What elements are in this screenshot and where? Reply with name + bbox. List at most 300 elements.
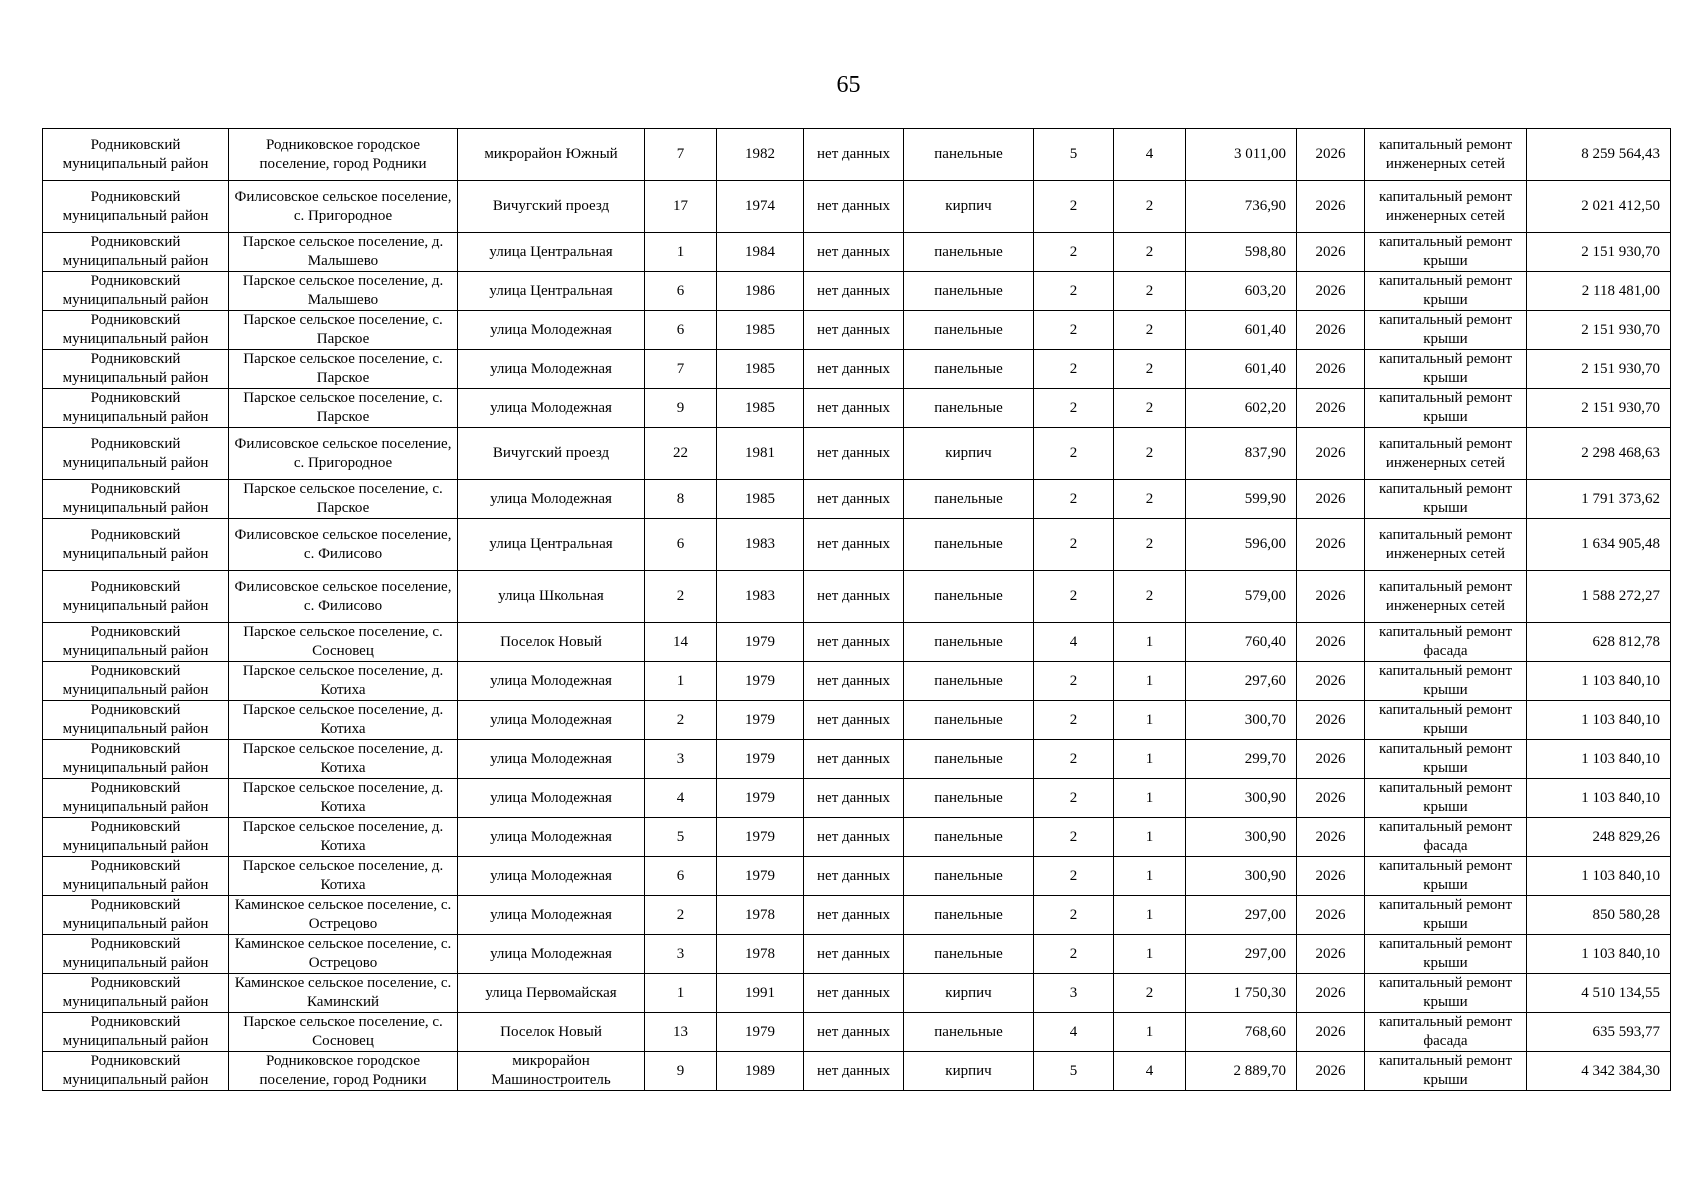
district-cell: Родниковский муниципальный район [43,935,229,974]
wall-material-cell: панельные [904,389,1034,428]
house-number-cell: 9 [645,389,717,428]
reconstruction-cell: нет данных [804,129,904,181]
build-year-cell: 1979 [717,701,804,740]
floors-cell: 2 [1034,272,1114,311]
settlement-cell: Филисовское сельское поселение, с. Филисово [229,519,458,571]
wall-material-cell: кирпич [904,428,1034,480]
cost-cell: 2 151 930,70 [1527,311,1671,350]
district-cell: Родниковский муниципальный район [43,662,229,701]
entrances-cell: 1 [1114,623,1186,662]
street-cell: улица Центральная [458,519,645,571]
settlement-cell: Филисовское сельское поселение, с. Пригородное [229,428,458,480]
plan-year-cell: 2026 [1297,818,1365,857]
street-cell: улица Молодежная [458,740,645,779]
plan-year-cell: 2026 [1297,974,1365,1013]
area-cell: 299,70 [1186,740,1297,779]
work-type-cell: капитальный ремонт крыши [1365,740,1527,779]
house-number-cell: 2 [645,701,717,740]
area-cell: 1 750,30 [1186,974,1297,1013]
floors-cell: 5 [1034,129,1114,181]
area-cell: 297,00 [1186,935,1297,974]
plan-year-cell: 2026 [1297,272,1365,311]
reconstruction-cell: нет данных [804,1013,904,1052]
reconstruction-cell: нет данных [804,272,904,311]
wall-material-cell: панельные [904,311,1034,350]
build-year-cell: 1979 [717,818,804,857]
work-type-cell: капитальный ремонт крыши [1365,1052,1527,1091]
wall-material-cell: панельные [904,519,1034,571]
area-cell: 300,90 [1186,779,1297,818]
entrances-cell: 2 [1114,974,1186,1013]
table-row [43,818,1671,857]
cost-cell: 2 118 481,00 [1527,272,1671,311]
district-cell: Родниковский муниципальный район [43,571,229,623]
cost-cell: 628 812,78 [1527,623,1671,662]
table-row [43,740,1671,779]
wall-material-cell: кирпич [904,181,1034,233]
plan-year-cell: 2026 [1297,662,1365,701]
entrances-cell: 2 [1114,519,1186,571]
plan-year-cell: 2026 [1297,1013,1365,1052]
district-cell: Родниковский муниципальный район [43,181,229,233]
build-year-cell: 1985 [717,389,804,428]
reconstruction-cell: нет данных [804,389,904,428]
street-cell: улица Молодежная [458,857,645,896]
table-row [43,480,1671,519]
district-cell: Родниковский муниципальный район [43,1052,229,1091]
floors-cell: 2 [1034,857,1114,896]
house-number-cell: 17 [645,181,717,233]
reconstruction-cell: нет данных [804,428,904,480]
district-cell: Родниковский муниципальный район [43,480,229,519]
table-row [43,779,1671,818]
build-year-cell: 1983 [717,571,804,623]
cost-cell: 4 342 384,30 [1527,1052,1671,1091]
entrances-cell: 4 [1114,1052,1186,1091]
street-cell: улица Школьная [458,571,645,623]
wall-material-cell: панельные [904,1013,1034,1052]
plan-year-cell: 2026 [1297,389,1365,428]
reconstruction-cell: нет данных [804,662,904,701]
area-cell: 601,40 [1186,311,1297,350]
street-cell: улица Молодежная [458,779,645,818]
work-type-cell: капитальный ремонт крыши [1365,272,1527,311]
settlement-cell: Парское сельское поселение, д. Котиха [229,857,458,896]
reconstruction-cell: нет данных [804,974,904,1013]
house-number-cell: 6 [645,857,717,896]
settlement-cell: Парское сельское поселение, с. Сосновец [229,623,458,662]
street-cell: Поселок Новый [458,1013,645,1052]
district-cell: Родниковский муниципальный район [43,311,229,350]
wall-material-cell: панельные [904,740,1034,779]
build-year-cell: 1991 [717,974,804,1013]
entrances-cell: 1 [1114,779,1186,818]
entrances-cell: 4 [1114,129,1186,181]
work-type-cell: капитальный ремонт крыши [1365,662,1527,701]
settlement-cell: Филисовское сельское поселение, с. Филисово [229,571,458,623]
floors-cell: 4 [1034,623,1114,662]
work-type-cell: капитальный ремонт крыши [1365,857,1527,896]
street-cell: улица Молодежная [458,480,645,519]
build-year-cell: 1979 [717,1013,804,1052]
plan-year-cell: 2026 [1297,896,1365,935]
plan-year-cell: 2026 [1297,740,1365,779]
wall-material-cell: панельные [904,350,1034,389]
cost-cell: 1 791 373,62 [1527,480,1671,519]
district-cell: Родниковский муниципальный район [43,779,229,818]
repair-program-table [42,128,1671,1091]
plan-year-cell: 2026 [1297,935,1365,974]
plan-year-cell: 2026 [1297,779,1365,818]
wall-material-cell: панельные [904,272,1034,311]
area-cell: 760,40 [1186,623,1297,662]
cost-cell: 1 103 840,10 [1527,662,1671,701]
table-row [43,701,1671,740]
table-row [43,519,1671,571]
cost-cell: 1 103 840,10 [1527,701,1671,740]
entrances-cell: 1 [1114,1013,1186,1052]
entrances-cell: 1 [1114,818,1186,857]
cost-cell: 2 298 468,63 [1527,428,1671,480]
work-type-cell: капитальный ремонт инженерных сетей [1365,519,1527,571]
table-row [43,857,1671,896]
work-type-cell: капитальный ремонт крыши [1365,779,1527,818]
wall-material-cell: панельные [904,623,1034,662]
house-number-cell: 7 [645,129,717,181]
street-cell: улица Молодежная [458,896,645,935]
plan-year-cell: 2026 [1297,1052,1365,1091]
settlement-cell: Родниковское городское поселение, город Родники [229,129,458,181]
area-cell: 598,80 [1186,233,1297,272]
house-number-cell: 3 [645,935,717,974]
settlement-cell: Парское сельское поселение, д. Котиха [229,740,458,779]
settlement-cell: Парское сельское поселение, д. Котиха [229,701,458,740]
street-cell: улица Молодежная [458,818,645,857]
build-year-cell: 1985 [717,311,804,350]
wall-material-cell: панельные [904,233,1034,272]
work-type-cell: капитальный ремонт крыши [1365,389,1527,428]
build-year-cell: 1978 [717,935,804,974]
street-cell: микрорайон Южный [458,129,645,181]
reconstruction-cell: нет данных [804,818,904,857]
floors-cell: 2 [1034,311,1114,350]
floors-cell: 2 [1034,701,1114,740]
work-type-cell: капитальный ремонт крыши [1365,233,1527,272]
cost-cell: 635 593,77 [1527,1013,1671,1052]
entrances-cell: 2 [1114,428,1186,480]
street-cell: улица Молодежная [458,935,645,974]
area-cell: 3 011,00 [1186,129,1297,181]
table-row [43,896,1671,935]
cost-cell: 1 588 272,27 [1527,571,1671,623]
house-number-cell: 13 [645,1013,717,1052]
district-cell: Родниковский муниципальный район [43,740,229,779]
floors-cell: 2 [1034,519,1114,571]
street-cell: улица Центральная [458,272,645,311]
cost-cell: 4 510 134,55 [1527,974,1671,1013]
build-year-cell: 1979 [717,662,804,701]
table-row [43,974,1671,1013]
settlement-cell: Парское сельское поселение, с. Парское [229,350,458,389]
cost-cell: 1 103 840,10 [1527,857,1671,896]
work-type-cell: капитальный ремонт крыши [1365,974,1527,1013]
house-number-cell: 5 [645,818,717,857]
work-type-cell: капитальный ремонт инженерных сетей [1365,428,1527,480]
reconstruction-cell: нет данных [804,571,904,623]
settlement-cell: Парское сельское поселение, д. Малышево [229,233,458,272]
entrances-cell: 2 [1114,480,1186,519]
area-cell: 599,90 [1186,480,1297,519]
reconstruction-cell: нет данных [804,896,904,935]
district-cell: Родниковский муниципальный район [43,701,229,740]
cost-cell: 1 103 840,10 [1527,779,1671,818]
cost-cell: 850 580,28 [1527,896,1671,935]
district-cell: Родниковский муниципальный район [43,233,229,272]
entrances-cell: 2 [1114,311,1186,350]
street-cell: Поселок Новый [458,623,645,662]
house-number-cell: 3 [645,740,717,779]
entrances-cell: 2 [1114,181,1186,233]
cost-cell: 2 151 930,70 [1527,389,1671,428]
cost-cell: 2 151 930,70 [1527,233,1671,272]
entrances-cell: 1 [1114,740,1186,779]
table-row [43,623,1671,662]
plan-year-cell: 2026 [1297,129,1365,181]
street-cell: Вичугский проезд [458,181,645,233]
area-cell: 300,70 [1186,701,1297,740]
wall-material-cell: кирпич [904,974,1034,1013]
settlement-cell: Парское сельское поселение, с. Парское [229,389,458,428]
house-number-cell: 6 [645,519,717,571]
house-number-cell: 9 [645,1052,717,1091]
area-cell: 603,20 [1186,272,1297,311]
build-year-cell: 1982 [717,129,804,181]
house-number-cell: 4 [645,779,717,818]
house-number-cell: 1 [645,974,717,1013]
plan-year-cell: 2026 [1297,857,1365,896]
district-cell: Родниковский муниципальный район [43,272,229,311]
reconstruction-cell: нет данных [804,857,904,896]
floors-cell: 2 [1034,181,1114,233]
cost-cell: 1 634 905,48 [1527,519,1671,571]
street-cell: микрорайон Машиностроитель [458,1052,645,1091]
floors-cell: 2 [1034,350,1114,389]
district-cell: Родниковский муниципальный район [43,350,229,389]
build-year-cell: 1989 [717,1052,804,1091]
plan-year-cell: 2026 [1297,233,1365,272]
plan-year-cell: 2026 [1297,701,1365,740]
house-number-cell: 2 [645,571,717,623]
table-row [43,311,1671,350]
reconstruction-cell: нет данных [804,311,904,350]
floors-cell: 5 [1034,1052,1114,1091]
table-row [43,233,1671,272]
area-cell: 768,60 [1186,1013,1297,1052]
build-year-cell: 1979 [717,857,804,896]
entrances-cell: 1 [1114,701,1186,740]
work-type-cell: капитальный ремонт крыши [1365,935,1527,974]
floors-cell: 3 [1034,974,1114,1013]
wall-material-cell: кирпич [904,1052,1034,1091]
work-type-cell: капитальный ремонт фасада [1365,818,1527,857]
entrances-cell: 1 [1114,896,1186,935]
district-cell: Родниковский муниципальный район [43,623,229,662]
settlement-cell: Парское сельское поселение, с. Сосновец [229,1013,458,1052]
build-year-cell: 1985 [717,350,804,389]
floors-cell: 2 [1034,480,1114,519]
settlement-cell: Родниковское городское поселение, город Родники [229,1052,458,1091]
street-cell: улица Молодежная [458,701,645,740]
work-type-cell: капитальный ремонт инженерных сетей [1365,129,1527,181]
area-cell: 300,90 [1186,857,1297,896]
settlement-cell: Каминское сельское поселение, с. Каминский [229,974,458,1013]
area-cell: 300,90 [1186,818,1297,857]
district-cell: Родниковский муниципальный район [43,896,229,935]
area-cell: 736,90 [1186,181,1297,233]
build-year-cell: 1983 [717,519,804,571]
reconstruction-cell: нет данных [804,623,904,662]
reconstruction-cell: нет данных [804,181,904,233]
street-cell: улица Молодежная [458,662,645,701]
build-year-cell: 1974 [717,181,804,233]
plan-year-cell: 2026 [1297,519,1365,571]
work-type-cell: капитальный ремонт крыши [1365,480,1527,519]
build-year-cell: 1979 [717,779,804,818]
district-cell: Родниковский муниципальный район [43,389,229,428]
entrances-cell: 2 [1114,389,1186,428]
cost-cell: 2 151 930,70 [1527,350,1671,389]
work-type-cell: капитальный ремонт крыши [1365,311,1527,350]
reconstruction-cell: нет данных [804,740,904,779]
reconstruction-cell: нет данных [804,480,904,519]
settlement-cell: Филисовское сельское поселение, с. Пригородное [229,181,458,233]
cost-cell: 248 829,26 [1527,818,1671,857]
reconstruction-cell: нет данных [804,519,904,571]
reconstruction-cell: нет данных [804,935,904,974]
wall-material-cell: панельные [904,480,1034,519]
area-cell: 837,90 [1186,428,1297,480]
settlement-cell: Каминское сельское поселение, с. Острецово [229,896,458,935]
floors-cell: 2 [1034,740,1114,779]
street-cell: улица Молодежная [458,311,645,350]
reconstruction-cell: нет данных [804,1052,904,1091]
table-row [43,350,1671,389]
wall-material-cell: панельные [904,818,1034,857]
table-row [43,571,1671,623]
plan-year-cell: 2026 [1297,350,1365,389]
settlement-cell: Парское сельское поселение, д. Котиха [229,779,458,818]
wall-material-cell: панельные [904,935,1034,974]
build-year-cell: 1985 [717,480,804,519]
district-cell: Родниковский муниципальный район [43,818,229,857]
cost-cell: 2 021 412,50 [1527,181,1671,233]
work-type-cell: капитальный ремонт инженерных сетей [1365,181,1527,233]
work-type-cell: капитальный ремонт инженерных сетей [1365,571,1527,623]
floors-cell: 2 [1034,935,1114,974]
plan-year-cell: 2026 [1297,571,1365,623]
work-type-cell: капитальный ремонт крыши [1365,701,1527,740]
area-cell: 602,20 [1186,389,1297,428]
settlement-cell: Каминское сельское поселение, с. Острецово [229,935,458,974]
wall-material-cell: панельные [904,662,1034,701]
reconstruction-cell: нет данных [804,233,904,272]
district-cell: Родниковский муниципальный район [43,129,229,181]
floors-cell: 2 [1034,896,1114,935]
table-row [43,428,1671,480]
street-cell: Вичугский проезд [458,428,645,480]
district-cell: Родниковский муниципальный район [43,519,229,571]
work-type-cell: капитальный ремонт фасада [1365,623,1527,662]
floors-cell: 2 [1034,818,1114,857]
work-type-cell: капитальный ремонт фасада [1365,1013,1527,1052]
district-cell: Родниковский муниципальный район [43,857,229,896]
house-number-cell: 1 [645,662,717,701]
reconstruction-cell: нет данных [804,701,904,740]
area-cell: 297,60 [1186,662,1297,701]
settlement-cell: Парское сельское поселение, д. Малышево [229,272,458,311]
entrances-cell: 1 [1114,662,1186,701]
floors-cell: 2 [1034,779,1114,818]
cost-cell: 1 103 840,10 [1527,935,1671,974]
floors-cell: 2 [1034,389,1114,428]
district-cell: Родниковский муниципальный район [43,428,229,480]
area-cell: 579,00 [1186,571,1297,623]
entrances-cell: 2 [1114,571,1186,623]
street-cell: улица Первомайская [458,974,645,1013]
wall-material-cell: панельные [904,779,1034,818]
street-cell: улица Молодежная [458,389,645,428]
wall-material-cell: панельные [904,857,1034,896]
area-cell: 297,00 [1186,896,1297,935]
wall-material-cell: панельные [904,896,1034,935]
plan-year-cell: 2026 [1297,623,1365,662]
reconstruction-cell: нет данных [804,350,904,389]
settlement-cell: Парское сельское поселение, д. Котиха [229,818,458,857]
house-number-cell: 7 [645,350,717,389]
house-number-cell: 22 [645,428,717,480]
table-row [43,1052,1671,1091]
entrances-cell: 2 [1114,272,1186,311]
floors-cell: 2 [1034,662,1114,701]
floors-cell: 2 [1034,233,1114,272]
plan-year-cell: 2026 [1297,428,1365,480]
build-year-cell: 1978 [717,896,804,935]
work-type-cell: капитальный ремонт крыши [1365,896,1527,935]
table-body [43,129,1671,1091]
table-row [43,389,1671,428]
build-year-cell: 1979 [717,623,804,662]
settlement-cell: Парское сельское поселение, с. Парское [229,480,458,519]
plan-year-cell: 2026 [1297,311,1365,350]
entrances-cell: 2 [1114,233,1186,272]
table-row [43,181,1671,233]
work-type-cell: капитальный ремонт крыши [1365,350,1527,389]
plan-year-cell: 2026 [1297,480,1365,519]
floors-cell: 2 [1034,571,1114,623]
table-row [43,129,1671,181]
cost-cell: 8 259 564,43 [1527,129,1671,181]
wall-material-cell: панельные [904,571,1034,623]
house-number-cell: 6 [645,311,717,350]
floors-cell: 4 [1034,1013,1114,1052]
entrances-cell: 2 [1114,350,1186,389]
area-cell: 2 889,70 [1186,1052,1297,1091]
wall-material-cell: панельные [904,129,1034,181]
build-year-cell: 1979 [717,740,804,779]
build-year-cell: 1981 [717,428,804,480]
plan-year-cell: 2026 [1297,181,1365,233]
reconstruction-cell: нет данных [804,779,904,818]
